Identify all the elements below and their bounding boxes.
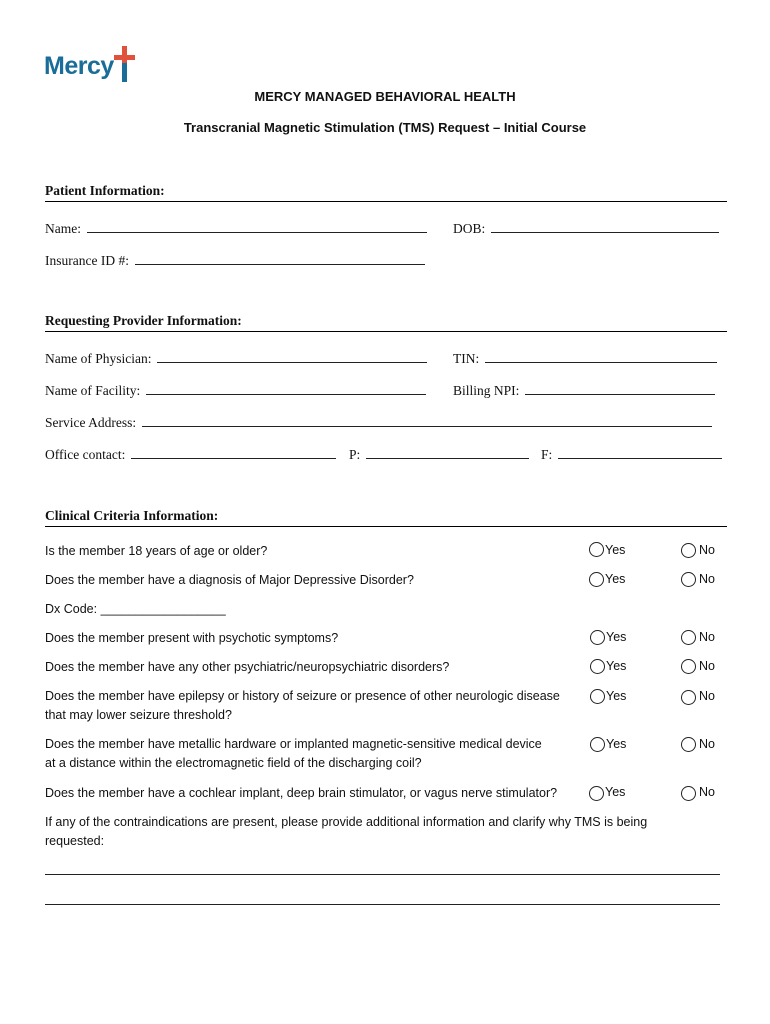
q2-no-radio[interactable]: [681, 572, 696, 587]
facility-field[interactable]: [45, 381, 426, 399]
q3-no-radio[interactable]: [681, 630, 696, 645]
physician-line[interactable]: [157, 349, 427, 363]
question-other-disorders: Does the member have any other psychiatric/neuropsychiatric disorders?: [45, 660, 450, 674]
dob-label: DOB:: [453, 221, 486, 236]
tin-field[interactable]: [453, 349, 717, 367]
q2-yes-radio[interactable]: [589, 572, 604, 587]
contact-label: Office contact:: [45, 447, 126, 462]
q7-yes-label: Yes: [605, 785, 626, 799]
q7-no-label: No: [699, 785, 715, 799]
form-title: Transcranial Magnetic Stimulation (TMS) Request – Initial Course: [183, 120, 587, 135]
question-epilepsy: [45, 687, 560, 725]
physician-label: Name of Physician:: [45, 351, 152, 366]
question-implants: Does the member have a cochlear implant, deep brain stimulator, or vagus nerve stimulator?: [45, 786, 558, 800]
q6-line-2: at a distance within the electromagnetic field of the discharging coil?: [45, 756, 422, 770]
cross-icon: [112, 46, 138, 82]
question-psychotic: Does the member present with psychotic symptoms?: [45, 631, 339, 645]
phone-label: P:: [349, 447, 361, 462]
note-line-1: If any of the contraindications are present, please provide additional information and clarify why TMS is being: [45, 815, 648, 829]
tin-label: TIN:: [453, 351, 480, 366]
q6-no-radio[interactable]: [681, 737, 696, 752]
contraindication-note: [45, 813, 647, 851]
question-age: Is the member 18 years of age or older?: [45, 544, 268, 558]
mercy-logo: [44, 44, 144, 86]
q4-no-label: No: [699, 659, 715, 673]
organization-title: MERCY MANAGED BEHAVIORAL HEALTH: [254, 89, 516, 104]
name-line[interactable]: [87, 219, 427, 233]
q5-yes-label: Yes: [606, 689, 627, 703]
q4-yes-radio[interactable]: [590, 659, 605, 674]
address-line[interactable]: [142, 413, 712, 427]
clinical-info-heading: Clinical Criteria Information:: [45, 508, 727, 527]
q2-no-label: No: [699, 572, 715, 586]
q6-no-label: No: [699, 737, 715, 751]
q6-line-1: Does the member have metallic hardware or implanted magnetic-sensitive medical device: [45, 737, 542, 751]
additional-info-line-2[interactable]: [45, 904, 720, 905]
patient-info-heading: Patient Information:: [45, 183, 727, 202]
logo-wordmark: Mercy: [44, 52, 114, 80]
q1-no-radio[interactable]: [681, 543, 696, 558]
facility-label: Name of Facility:: [45, 383, 141, 398]
q5-line-2: that may lower seizure threshold?: [45, 708, 232, 722]
fax-line[interactable]: [558, 445, 722, 459]
insurance-line[interactable]: [135, 251, 425, 265]
q7-yes-radio[interactable]: [589, 786, 604, 801]
q5-line-1: Does the member have epilepsy or history of seizure or presence of other neurologic disease: [45, 689, 560, 703]
q3-yes-radio[interactable]: [590, 630, 605, 645]
q6-yes-radio[interactable]: [590, 737, 605, 752]
patient-dob-field[interactable]: [453, 219, 719, 237]
tin-line[interactable]: [485, 349, 717, 363]
insurance-label: Insurance ID #:: [45, 253, 129, 268]
q7-no-radio[interactable]: [681, 786, 696, 801]
q1-yes-label: Yes: [605, 543, 626, 557]
name-label: Name:: [45, 221, 81, 236]
phone-field[interactable]: [349, 445, 529, 463]
address-label: Service Address:: [45, 415, 137, 430]
q5-no-label: No: [699, 689, 715, 703]
npi-label: Billing NPI:: [453, 383, 520, 398]
q4-yes-label: Yes: [606, 659, 627, 673]
service-address-field[interactable]: [45, 413, 712, 431]
additional-info-line-1[interactable]: [45, 874, 720, 875]
q3-no-label: No: [699, 630, 715, 644]
physician-field[interactable]: [45, 349, 427, 367]
patient-name-field[interactable]: [45, 219, 427, 237]
fax-field[interactable]: [541, 445, 722, 463]
q5-no-radio[interactable]: [681, 690, 696, 705]
q5-yes-radio[interactable]: [590, 689, 605, 704]
provider-info-heading: Requesting Provider Information:: [45, 313, 727, 332]
dob-line[interactable]: [491, 219, 719, 233]
q4-no-radio[interactable]: [681, 659, 696, 674]
q3-yes-label: Yes: [606, 630, 627, 644]
npi-line[interactable]: [525, 381, 715, 395]
question-metallic-hardware: [45, 735, 542, 773]
billing-npi-field[interactable]: [453, 381, 715, 399]
phone-line[interactable]: [366, 445, 529, 459]
question-mdd: Does the member have a diagnosis of Major Depressive Disorder?: [45, 573, 414, 587]
fax-label: F:: [541, 447, 553, 462]
q1-no-label: No: [699, 543, 715, 557]
office-contact-field[interactable]: [45, 445, 336, 463]
contact-line[interactable]: [131, 445, 336, 459]
q1-yes-radio[interactable]: [589, 542, 604, 557]
q6-yes-label: Yes: [606, 737, 627, 751]
dx-code-field[interactable]: Dx Code: __________________: [45, 602, 226, 616]
insurance-id-field[interactable]: [45, 251, 425, 269]
q2-yes-label: Yes: [605, 572, 626, 586]
facility-line[interactable]: [146, 381, 426, 395]
note-line-2: requested:: [45, 834, 105, 848]
